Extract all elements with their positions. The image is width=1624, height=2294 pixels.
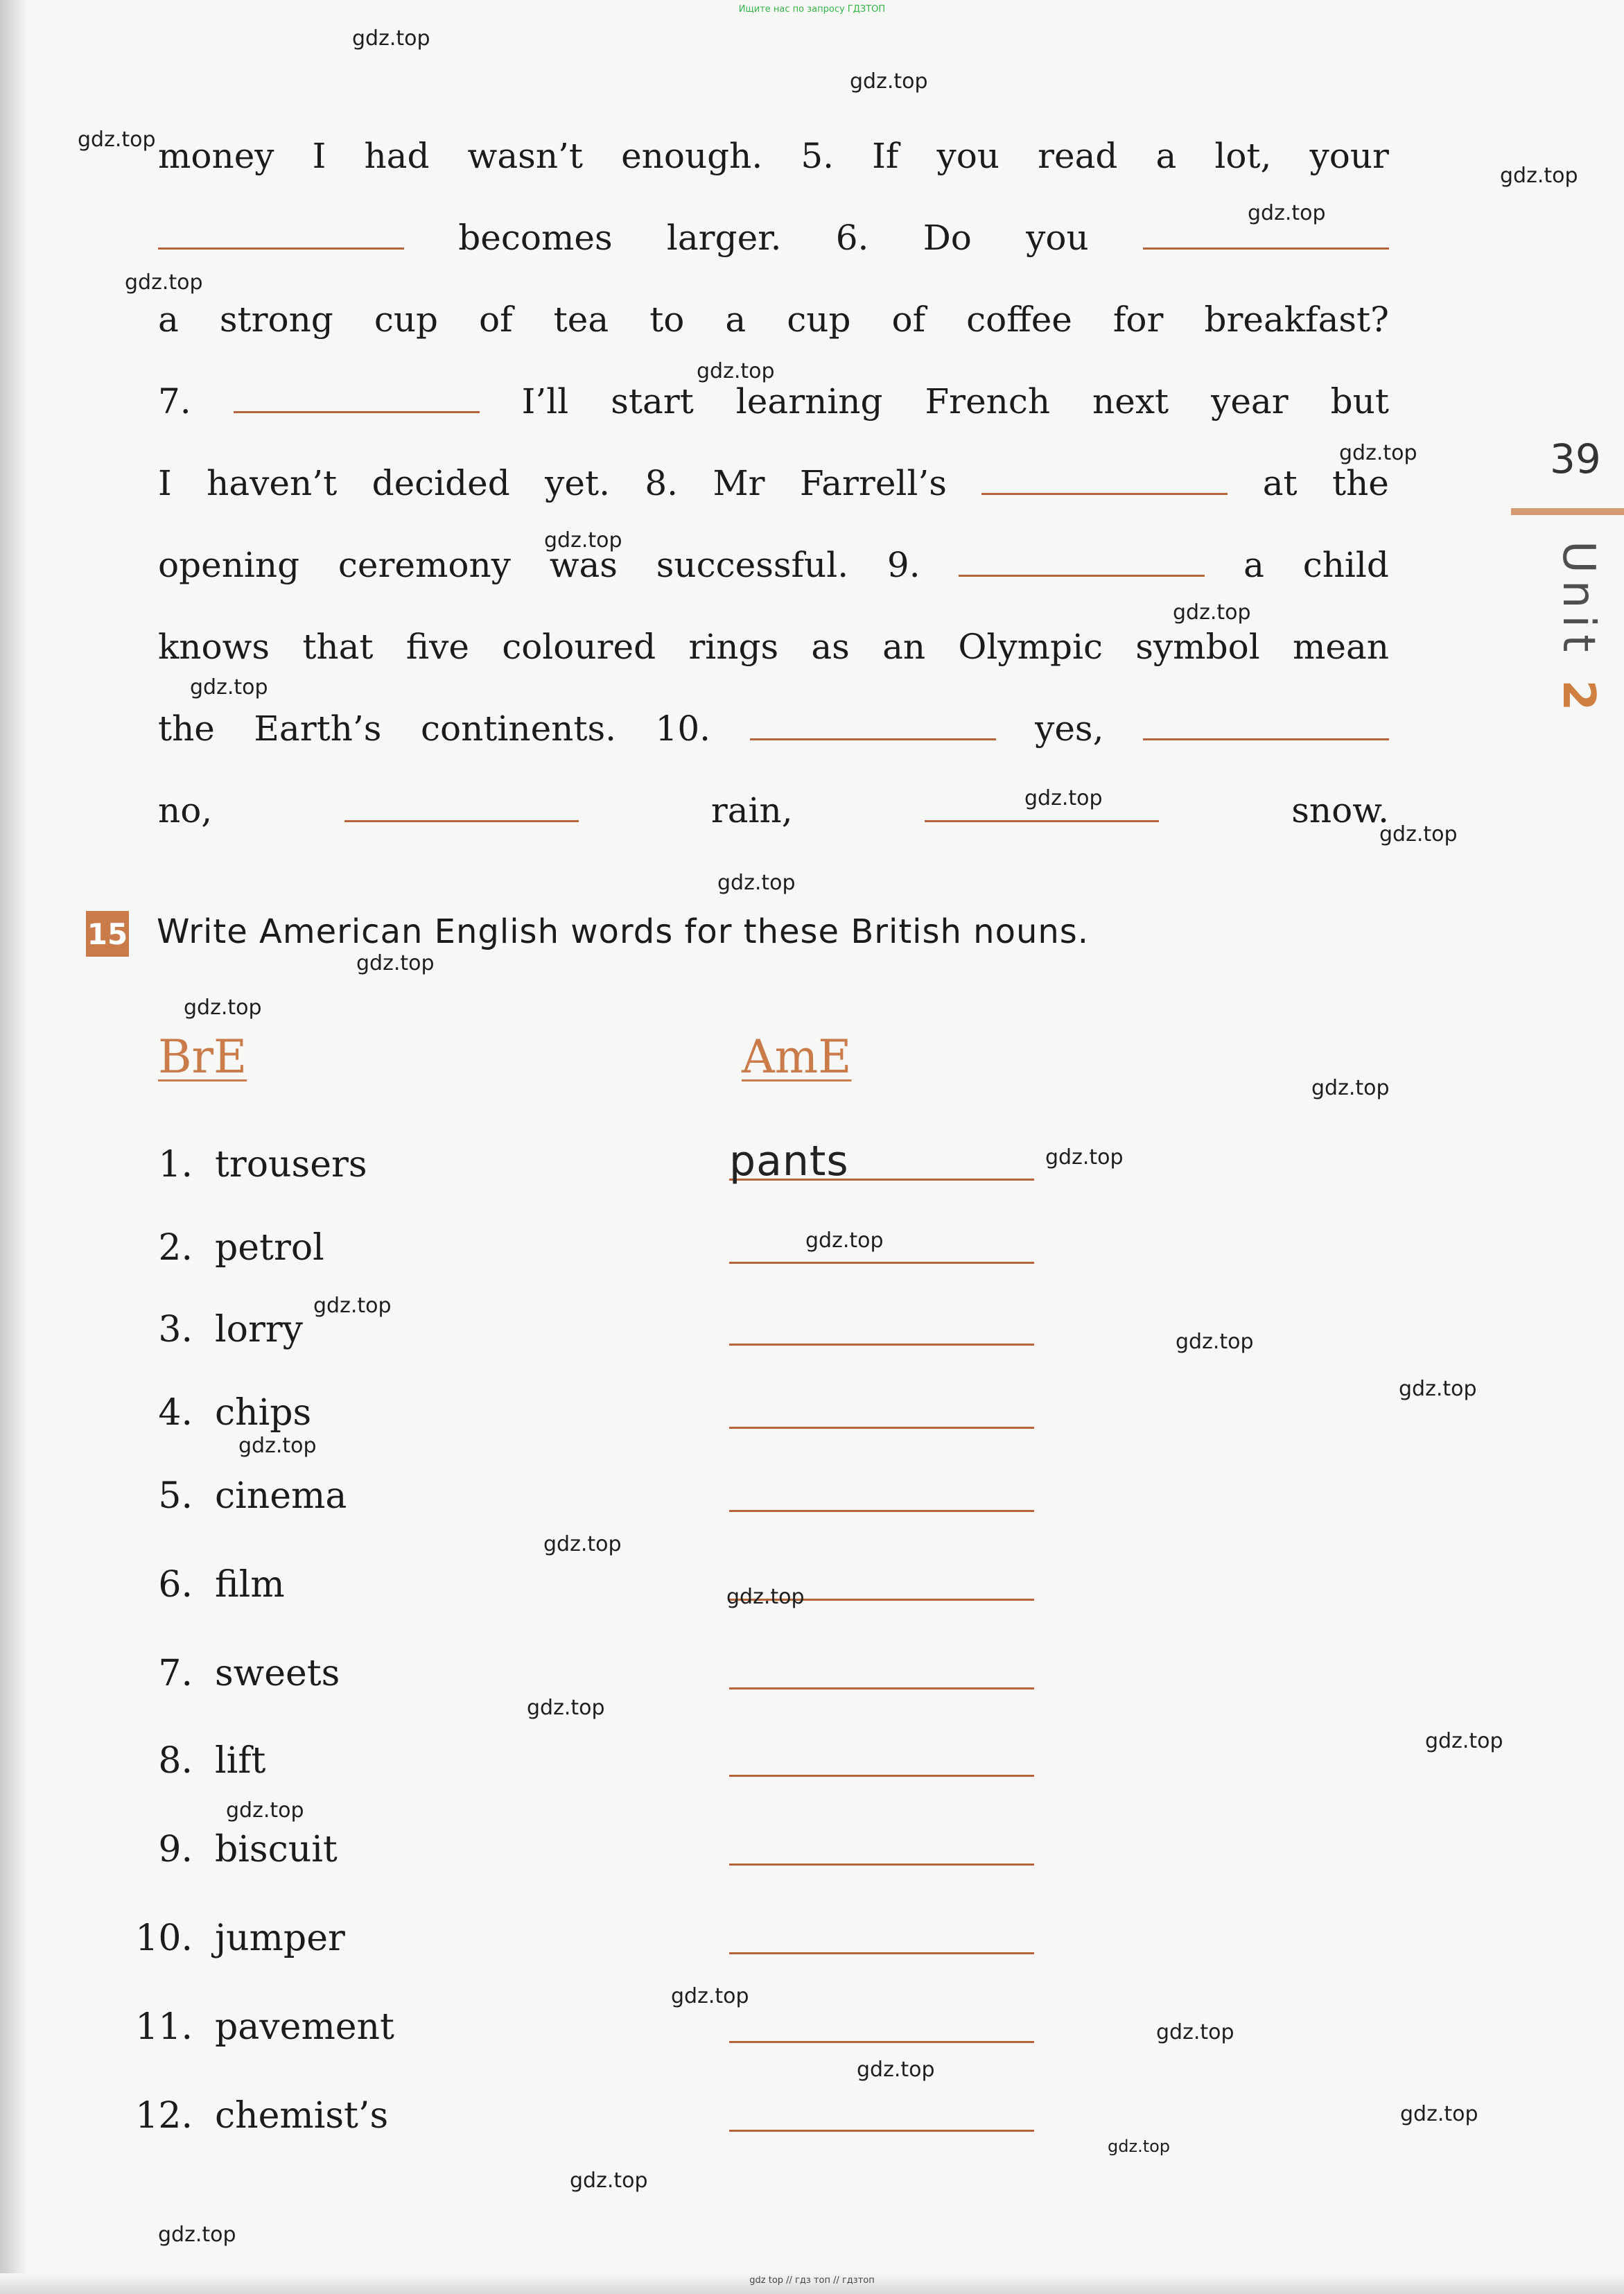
unit-word: Unit — [1553, 541, 1604, 659]
bre-word: film — [215, 1564, 285, 1606]
vocab-row — [0, 1918, 1109, 1973]
bre-word: chemist’s — [215, 2095, 389, 2137]
vocab-item-number: 5. — [158, 1475, 193, 1517]
paragraph-word: 6. — [835, 218, 869, 258]
watermark-text: gdz.top — [1156, 2020, 1234, 2044]
paragraph-word: rain, — [710, 790, 793, 831]
paragraph-word: breakfast? — [1204, 299, 1389, 340]
answer-blank[interactable] — [750, 711, 996, 740]
paragraph-word: strong — [219, 299, 333, 340]
paragraph-word: larger. — [666, 218, 782, 258]
ame-answer-field[interactable] — [729, 1733, 1034, 1777]
exercise-number-badge: 15 — [86, 911, 129, 957]
paragraph-word: child — [1302, 545, 1389, 585]
paragraph-line — [158, 709, 1389, 767]
bre-word: trousers — [215, 1144, 367, 1185]
watermark-text: gdz.top — [850, 69, 928, 94]
vocab-row — [0, 1137, 1109, 1199]
ame-answer-field[interactable] — [729, 1646, 1034, 1689]
ame-answer-field[interactable] — [729, 1302, 1034, 1346]
watermark-text: gdz.top — [527, 1696, 605, 1720]
paragraph-word: yes, — [1035, 709, 1104, 749]
ame-answer-field[interactable] — [729, 1911, 1034, 1954]
vocab-row — [0, 2095, 1109, 2150]
paragraph-word: successful. — [656, 545, 849, 585]
paragraph-word: lot, — [1214, 136, 1272, 176]
paragraph-word: as — [811, 627, 850, 667]
paragraph-word: haven’t — [207, 463, 338, 503]
paragraph-line — [158, 463, 1389, 521]
watermark-text: gdz.top — [1045, 1145, 1124, 1170]
paragraph-word: decided — [372, 463, 510, 503]
answer-blank[interactable] — [981, 465, 1228, 495]
watermark-text: gdz.top — [238, 1434, 317, 1458]
paragraph-word: an — [882, 627, 926, 667]
watermark-text: gdz.top — [1248, 201, 1326, 225]
bre-word: chips — [215, 1392, 312, 1434]
watermark-text: gdz.top — [184, 996, 262, 1020]
watermark-text: gdz.top — [352, 26, 430, 51]
watermark-text: gdz.top — [544, 528, 622, 553]
top-banner: Ищите нас по запросу ГДЗТОП — [738, 4, 886, 15]
bre-word: biscuit — [215, 1829, 338, 1870]
paragraph-word: If — [872, 136, 899, 176]
watermark-text: gdz.top — [125, 270, 203, 295]
watermark-text: gdz.top — [570, 2169, 648, 2193]
watermark-text: gdz.top — [313, 1294, 392, 1318]
bottom-banner: gdz top // гдз топ // гдзтоп — [749, 2275, 875, 2286]
paragraph-word: the — [158, 709, 215, 749]
paragraph-word: at — [1262, 463, 1298, 503]
watermark-text: gdz.top — [671, 1984, 749, 2008]
vocab-row — [0, 1392, 1109, 1448]
paragraph-word: you — [1026, 218, 1089, 258]
vocab-row — [0, 1309, 1109, 1364]
paragraph-word: Mr — [713, 463, 765, 503]
paragraph-word: 5. — [801, 136, 835, 176]
watermark-text: gdz.top — [356, 951, 435, 975]
paragraph-word: Farrell’s — [799, 463, 947, 503]
vocab-item-number: 7. — [158, 1653, 193, 1694]
vocab-item-number: 8. — [158, 1740, 193, 1782]
paragraph-word: Do — [923, 218, 972, 258]
paragraph-word: 9. — [887, 545, 920, 585]
paragraph-word: ceremony — [338, 545, 511, 585]
paragraph-word: a — [1155, 136, 1177, 176]
paragraph-word: cup — [374, 299, 439, 340]
watermark-text: gdz.top — [1108, 2137, 1171, 2156]
paragraph-word: symbol — [1135, 627, 1260, 667]
paragraph-word: Olympic — [958, 627, 1103, 667]
paragraph-word: enough. — [621, 136, 763, 176]
vocab-item-number: 12. — [135, 2095, 193, 2137]
paragraph-line — [158, 545, 1389, 603]
ame-column-heading: AmE — [742, 1030, 852, 1084]
vocab-row — [0, 2006, 1109, 2062]
paragraph-word: learning — [735, 381, 883, 422]
paragraph-word: I’ll — [521, 381, 569, 422]
bre-word: sweets — [215, 1653, 340, 1694]
bre-word: cinema — [215, 1475, 347, 1517]
watermark-text: gdz.top — [1425, 1729, 1503, 1753]
paragraph-word: 7. — [158, 381, 191, 422]
vocab-item-number: 3. — [158, 1309, 193, 1350]
paragraph-word: had — [364, 136, 430, 176]
paragraph-word: I — [158, 463, 172, 503]
ame-answer-field[interactable] — [729, 1468, 1034, 1512]
paragraph-word: coffee — [966, 299, 1072, 340]
paragraph-word: coloured — [502, 627, 656, 667]
ame-answer-field[interactable] — [729, 1385, 1034, 1429]
vocab-item-number: 9. — [158, 1829, 193, 1870]
vocab-row — [0, 1227, 1109, 1283]
watermark-text: gdz.top — [1400, 2102, 1478, 2126]
paragraph-word: five — [405, 627, 469, 667]
unit-divider — [1511, 508, 1624, 515]
watermark-text: gdz.top — [1500, 164, 1578, 188]
paragraph-line — [158, 299, 1389, 358]
paragraph-word: that — [302, 627, 374, 667]
paragraph-word: no, — [158, 790, 213, 831]
paragraph-line — [158, 790, 1389, 849]
paragraph-word: opening — [158, 545, 300, 585]
paragraph-word: a — [725, 299, 746, 340]
answer-blank[interactable] — [344, 792, 579, 822]
paragraph-line — [158, 627, 1389, 685]
watermark-text: gdz.top — [1339, 441, 1417, 465]
vocab-item-number: 10. — [135, 1918, 193, 1959]
exercise-instruction: Write American English words for these British nouns. — [157, 912, 1090, 951]
watermark-text: gdz.top — [717, 871, 796, 895]
vocab-item-number: 1. — [158, 1144, 193, 1185]
ame-answer-field[interactable] — [729, 1822, 1034, 1866]
paragraph-word: mean — [1292, 627, 1389, 667]
watermark-text: gdz.top — [1173, 600, 1251, 625]
ame-answer-field[interactable] — [729, 2088, 1034, 2132]
watermark-text: gdz.top — [158, 2223, 236, 2247]
paragraph-word: of — [891, 299, 926, 340]
paragraph-line — [158, 218, 1389, 276]
watermark-text: gdz.top — [857, 2058, 935, 2082]
bre-word: pavement — [215, 2006, 394, 2048]
paragraph-word: 10. — [655, 709, 711, 749]
paragraph-word: money — [158, 136, 274, 176]
watermark-text: gdz.top — [78, 128, 156, 152]
paragraph-word: French — [925, 381, 1051, 422]
paragraph-word: to — [649, 299, 685, 340]
vocab-row — [0, 1475, 1109, 1531]
paragraph-word: becomes — [458, 218, 613, 258]
paragraph-word: a — [1243, 545, 1264, 585]
paragraph-word: yet. — [545, 463, 610, 503]
paragraph-line — [158, 136, 1389, 194]
paragraph-word: the — [1332, 463, 1389, 503]
watermark-text: gdz.top — [726, 1585, 805, 1609]
paragraph-word: knows — [158, 627, 270, 667]
paragraph-word: Earth’s — [254, 709, 382, 749]
watermark-text: gdz.top — [1024, 786, 1103, 810]
ame-answer-field[interactable]: pants — [729, 1137, 1034, 1181]
paragraph-word: tea — [553, 299, 609, 340]
answer-blank[interactable] — [234, 383, 480, 413]
paragraph-word: start — [611, 381, 694, 422]
answer-blank[interactable] — [959, 547, 1205, 577]
paragraph-word: you — [936, 136, 1000, 176]
watermark-text: gdz.top — [1399, 1377, 1477, 1401]
answer-blank[interactable] — [1143, 711, 1389, 740]
bre-column-heading: BrE — [158, 1030, 247, 1084]
answer-blank[interactable] — [158, 220, 404, 250]
paragraph-word: I — [312, 136, 326, 176]
paragraph-word: your — [1309, 136, 1389, 176]
bre-word: lorry — [215, 1309, 304, 1350]
paragraph-word: 8. — [645, 463, 679, 503]
watermark-text: gdz.top — [1176, 1330, 1254, 1354]
paragraph-line — [158, 381, 1389, 440]
watermark-text: gdz.top — [226, 1798, 304, 1823]
watermark-text: gdz.top — [805, 1228, 884, 1253]
paragraph-word: a — [158, 299, 179, 340]
watermark-text: gdz.top — [543, 1532, 622, 1556]
unit-label — [1553, 541, 1604, 718]
paragraph-word: of — [479, 299, 513, 340]
paragraph-word: but — [1330, 381, 1389, 422]
bre-word: petrol — [215, 1227, 324, 1269]
vocab-item-number: 11. — [135, 2006, 193, 2048]
paragraph-word: continents. — [420, 709, 617, 749]
watermark-text: gdz.top — [190, 675, 268, 700]
paragraph-word: rings — [688, 627, 779, 667]
paragraph-word: cup — [787, 299, 851, 340]
paragraph-word: read — [1038, 136, 1118, 176]
watermark-text: gdz.top — [1379, 822, 1458, 846]
vocab-row — [0, 1564, 1109, 1619]
paragraph-word: next — [1092, 381, 1169, 422]
vocab-item-number: 6. — [158, 1564, 193, 1606]
paragraph-word: year — [1211, 381, 1289, 422]
vocab-item-number: 2. — [158, 1227, 193, 1269]
paragraph-word: snow. — [1291, 790, 1389, 831]
ame-answer-field[interactable] — [729, 1999, 1034, 2043]
watermark-text: gdz.top — [697, 359, 775, 383]
paragraph-word: for — [1112, 299, 1164, 340]
paragraph-word: wasn’t — [467, 136, 584, 176]
paragraph-word: was — [549, 545, 618, 585]
bre-word: jumper — [215, 1918, 345, 1959]
vocab-row — [0, 1829, 1109, 1884]
vocab-row — [0, 1740, 1109, 1796]
watermark-text: gdz.top — [1311, 1076, 1390, 1100]
bre-word: lift — [215, 1740, 266, 1782]
unit-number: 2 — [1553, 679, 1604, 718]
vocab-item-number: 4. — [158, 1392, 193, 1434]
page-number: 39 — [1550, 435, 1601, 483]
